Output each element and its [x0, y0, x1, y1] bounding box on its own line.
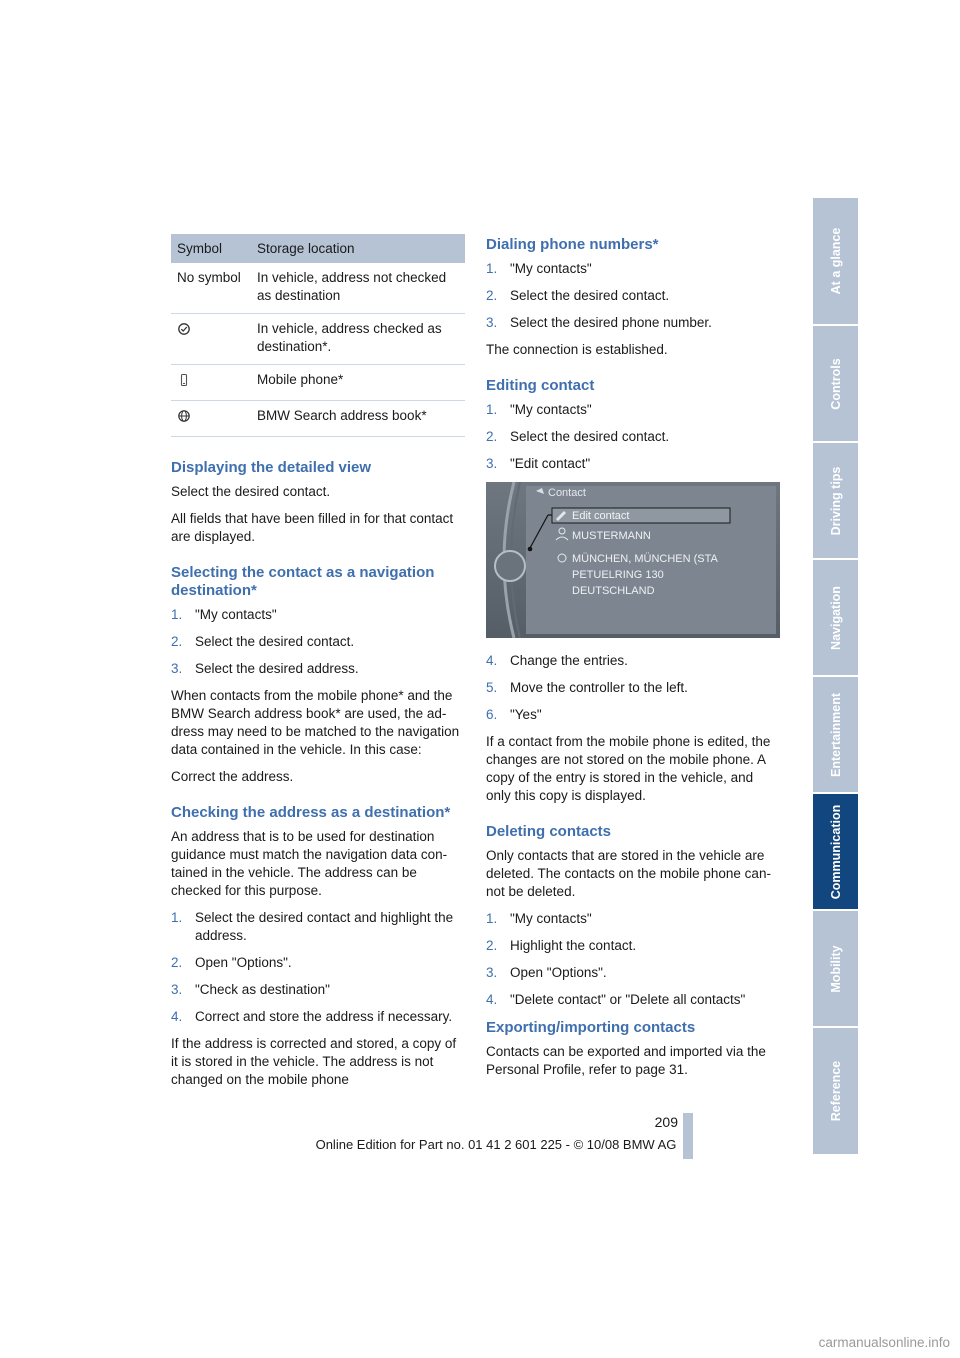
- mobile-phone-icon: [177, 373, 191, 387]
- list-item: 3. "Edit contact": [486, 456, 591, 471]
- paragraph: If a contact from the mobile phone is edited, the changes are not stored on the mobile phone. A copy of the entry is stored in the vehicle, and only this copy is displayed.: [486, 734, 771, 803]
- tab-at-a-glance[interactable]: At a glance: [813, 198, 858, 324]
- table-header-row: [171, 234, 465, 263]
- table-row: [171, 365, 465, 401]
- watermark: carmanualsonline.info: [818, 1335, 950, 1350]
- checked-destination-icon: [177, 322, 191, 336]
- page-number: 209: [654, 1114, 678, 1130]
- list-item: 2. Select the desired contact.: [486, 288, 670, 303]
- list-item: 3. Open "Options".: [486, 965, 607, 980]
- row-location: In vehicle, address checked as destination*.: [251, 314, 465, 365]
- list-item: 3. Select the desired phone number.: [486, 315, 712, 330]
- tab-entertainment[interactable]: Entertainment: [813, 677, 858, 792]
- table-row: [171, 401, 465, 437]
- tab-communication[interactable]: Communication: [813, 794, 858, 909]
- tab-driving-tips[interactable]: Driving tips: [813, 443, 858, 558]
- heading-dialing: Dialing phone numbers*: [486, 236, 659, 253]
- list-item: 6. "Yes": [486, 707, 542, 722]
- list-item: 4. Change the entries.: [486, 653, 628, 668]
- heading-deleting-contacts: Deleting contacts: [486, 823, 612, 840]
- screen-line1: MUSTERMANN: [572, 530, 651, 542]
- table-row: [171, 263, 465, 314]
- header-storage-location: Storage location: [251, 234, 465, 263]
- left-column: [171, 234, 465, 1098]
- list-item: 1. "My contacts": [171, 607, 277, 622]
- list-item: 1. "My contacts": [486, 261, 592, 276]
- chapter-tabs: [813, 198, 858, 1156]
- steps-list: [486, 910, 780, 1009]
- paragraph: All fields that have been filled in for that contact are displayed.: [171, 511, 454, 544]
- steps-list: [171, 606, 465, 678]
- row-location: BMW Search address book*: [251, 401, 465, 437]
- table-row: [171, 314, 465, 365]
- row-location: Mobile phone*: [251, 365, 465, 401]
- list-item: 2. Open "Options".: [171, 955, 292, 970]
- paragraph: An address that is to be used for destination guidance must match the navigation data con-tained in the vehicle. The address can be checked for this purpose.: [171, 829, 448, 898]
- list-item: 1. "My contacts": [486, 911, 592, 926]
- list-item: 2. Select the desired contact.: [486, 429, 670, 444]
- tab-navigation[interactable]: Navigation: [813, 560, 858, 675]
- row-symbol-text: No symbol: [171, 263, 251, 314]
- list-item: 1. "My contacts": [486, 402, 592, 417]
- tab-mobility[interactable]: Mobility: [813, 911, 858, 1026]
- steps-list: [171, 909, 465, 1026]
- paragraph: The connection is established.: [486, 342, 668, 357]
- idrive-screen-image: [486, 482, 780, 638]
- bmw-search-icon: [177, 409, 191, 423]
- screen-line2: MÜNCHEN, MÜNCHEN (STA: [572, 553, 718, 565]
- steps-list: [486, 260, 780, 332]
- paragraph: If the address is corrected and stored, a copy of it is stored in the vehicle. The address is not changed on the mobile phone: [171, 1036, 457, 1087]
- row-location: In vehicle, address not checked as destination: [251, 263, 465, 314]
- paragraph: Select the desired contact.: [171, 484, 331, 499]
- list-item: 3. Select the desired address.: [171, 661, 359, 676]
- steps-list: [486, 401, 780, 473]
- heading-navigation-destination: Selecting the contact as a navigation destination*: [171, 564, 435, 599]
- paragraph: Only contacts that are stored in the vehicle are deleted. The contacts on the mobile phone can-not be deleted.: [486, 848, 771, 899]
- list-item: 3. "Check as destination": [171, 982, 330, 997]
- heading-detailed-view: Displaying the detailed view: [171, 459, 372, 476]
- list-item: 4. "Delete contact" or "Delete all contacts": [486, 992, 746, 1007]
- steps-list: [486, 652, 780, 724]
- heading-check-destination: Checking the address as a destination*: [171, 804, 451, 821]
- list-item: 5. Move the controller to the left.: [486, 680, 688, 695]
- tab-controls[interactable]: Controls: [813, 326, 858, 441]
- paragraph: When contacts from the mobile phone* and the BMW Search address book* are used, the ad-dress may need to be matched to the navigation data contained in the vehicle. In this case:: [171, 688, 460, 757]
- tab-reference[interactable]: Reference: [813, 1028, 858, 1154]
- screen-line3: PETUELRING 130: [572, 569, 664, 581]
- right-column: [486, 234, 780, 1088]
- footer-text: Online Edition for Part no. 01 41 2 601 225 - © 10/08 BMW AG: [315, 1137, 677, 1152]
- heading-editing-contact: Editing contact: [486, 377, 595, 394]
- heading-export-import: Exporting/importing contacts: [486, 1019, 696, 1036]
- list-item: 4. Correct and store the address if necessary.: [171, 1009, 453, 1024]
- screen-header: Contact: [548, 487, 586, 499]
- list-item: 2. Select the desired contact.: [171, 634, 355, 649]
- symbol-table: [171, 234, 465, 437]
- paragraph: Contacts can be exported and imported via the Personal Profile, refer to page 31.: [486, 1044, 766, 1077]
- list-item: 1. Select the desired contact and highlight the address.: [171, 910, 454, 943]
- list-item: 2. Highlight the contact.: [486, 938, 637, 953]
- screen-menu-item: Edit contact: [572, 510, 630, 522]
- paragraph: Correct the address.: [171, 769, 294, 784]
- header-symbol: Symbol: [171, 234, 251, 263]
- screen-line4: DEUTSCHLAND: [572, 585, 655, 597]
